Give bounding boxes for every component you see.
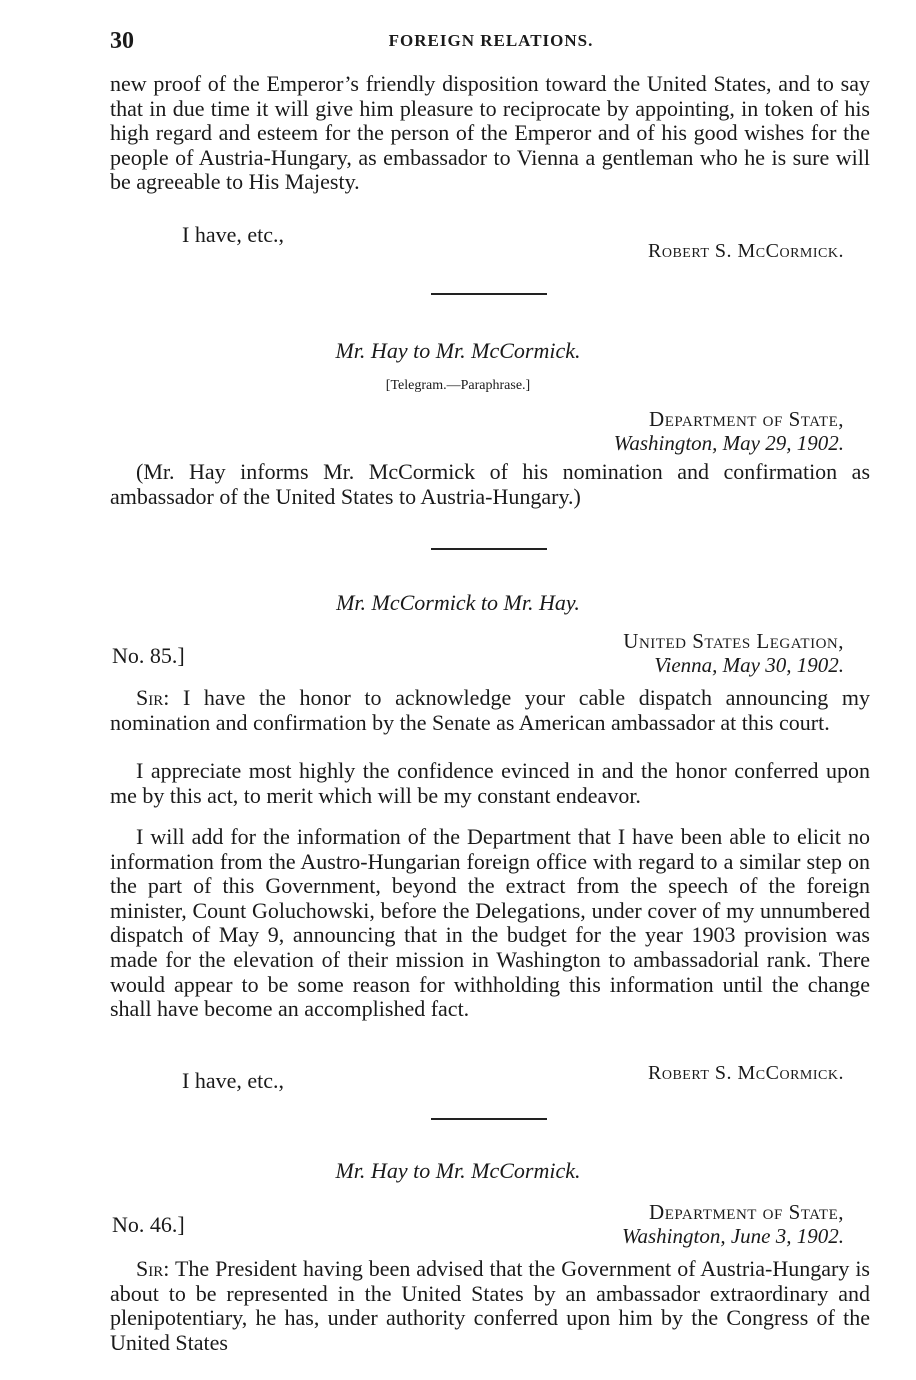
letter4-paragraph-1: [110, 1257, 870, 1355]
letter3-paragraph-1: [110, 686, 870, 735]
letter3-heading: Mr. McCormick to Mr. Hay.: [336, 590, 580, 615]
letter4-date: Washington, June 3, 1902.: [621, 1224, 844, 1248]
letter3-closing: I have, etc.,: [182, 1068, 284, 1093]
letter3-dateline: [623, 629, 844, 677]
section-divider: [431, 1118, 547, 1120]
section-divider: [431, 293, 547, 295]
letter3-paragraph-3: I will add for the information of the Department that I have been able to elicit no information from the Austro-Hungarian foreign office with regard to a similar step on the part of this Government, beyond the extract from the speech of the foreign minister, Count Goluchowski, before the Delegations, under cover of my unnumbered dispatch of May 9, announcing that in the budget for the year 1903 provision was made for the elevation of their mission in Washington to ambassadorial rank. There would appear to be some reason for withholding this information until the change shall have become an accomplished fact.: [110, 824, 870, 1022]
section-divider: [431, 548, 547, 550]
running-head: FOREIGN RELATIONS.: [388, 31, 594, 50]
letter4-place: Department of State,: [649, 1200, 844, 1224]
letter2-heading: Mr. Hay to Mr. McCormick.: [335, 338, 581, 363]
letter3-place: United States Legation,: [623, 629, 844, 653]
letter4-salutation: Sir:: [136, 1256, 170, 1281]
letter1-closing: I have, etc.,: [182, 222, 284, 247]
letter3-number: No. 85.]: [112, 643, 185, 668]
letter3-paragraph-2: I appreciate most highly the confidence evinced in and the honor conferred upon me by this act, to merit which will be my constant endeavor.: [110, 758, 870, 808]
letter4-dateline: [622, 1200, 844, 1248]
letter2-body: (Mr. Hay informs Mr. McCormick of his nomination and confirmation as ambassador of the United States to Austria-Hungary.): [110, 459, 870, 509]
letter2-date: Washington, May 29, 1902.: [613, 431, 844, 455]
letter3-p1-text: I have the honor to acknowledge your cable dispatch announcing my nomination and confirmation by the Senate as American ambassador at this court.: [110, 685, 871, 735]
letter2-telegram-note: [Telegram.—Paraphrase.]: [385, 378, 531, 393]
letter4-p1-text: The President having been advised that the Government of Austria-Hungary is about to be represented in the United States by an ambassador extraordinary and plenipotentiary, he has, under authority conferred upon him by the Congress of the United States: [110, 1256, 870, 1355]
letter3-signature: Robert S. McCormick.: [648, 1062, 844, 1084]
letter2-place: Department of State,: [649, 407, 844, 431]
letter2-dateline: [614, 407, 844, 455]
letter1-continuation: new proof of the Emperor’s friendly disposition toward the United States, and to say that in due time it will give him pleasure to reciprocate by appointing, in token of his high regard and esteem for the person of the Emperor and of his good wishes for the people of Austria-Hungary, as embassador to Vienna a gentleman who he is sure will be agreeable to His Majesty.: [110, 71, 870, 195]
page-header: [110, 28, 872, 58]
letter3-salutation: Sir:: [136, 685, 170, 710]
page-number: 30: [110, 28, 134, 54]
letter3-date: Vienna, May 30, 1902.: [654, 653, 844, 677]
letter4-number: No. 46.]: [112, 1212, 185, 1237]
letter1-signature: Robert S. McCormick.: [648, 240, 844, 262]
letter4-heading: Mr. Hay to Mr. McCormick.: [335, 1158, 581, 1183]
